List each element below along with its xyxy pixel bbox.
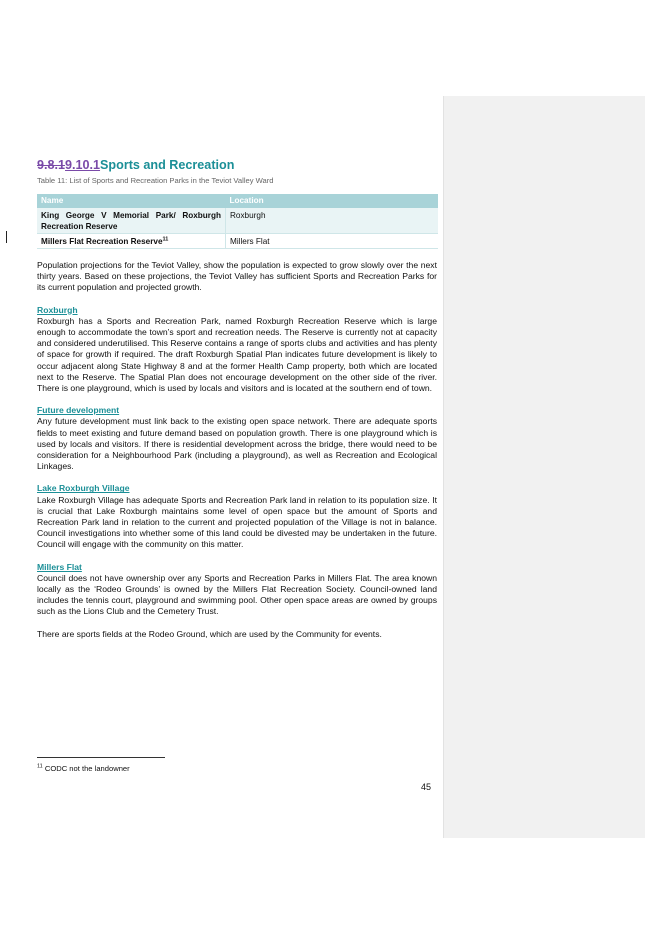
- section-body-millers-flat: Council does not have ownership over any Sports and Recreation Parks in Millers Flat. The area known locally as the ‘Rodeo Grounds’ is owned by the Millers Flat Recreation Society. Council-owned land includes the tennis court, playground and swimming pool. Other open space areas are owned by groups such as the Lions Club and the Cemetery Trust.: [37, 572, 437, 617]
- section-title-future-development: Future development: [37, 405, 120, 416]
- table-header-row: [37, 194, 438, 208]
- table-caption: Table 11: List of Sports and Recreation Parks in the Teviot Valley Ward: [37, 176, 274, 185]
- table-row: [37, 208, 438, 234]
- table-header-name: Name: [37, 194, 226, 208]
- table-header-location: Location: [226, 194, 439, 208]
- section-lake-roxburgh-village: [37, 483, 437, 550]
- page-number: 45: [421, 782, 432, 792]
- section-heading-title: Sports and Recreation: [100, 158, 235, 172]
- section-title-millers-flat: Millers Flat: [37, 561, 82, 572]
- footnote-number: 11: [37, 763, 43, 770]
- footnote-separator: [37, 757, 165, 758]
- table-cell-location: Roxburgh: [226, 208, 439, 234]
- footnote-reference[interactable]: 11: [162, 235, 169, 242]
- section-roxburgh: [37, 305, 437, 395]
- park-name: King George V Memorial Park/ Roxburgh Recreation Reserve: [41, 210, 221, 231]
- table-cell-location: Millers Flat: [226, 234, 439, 249]
- comment-pane: [443, 96, 645, 838]
- footnote: [37, 764, 130, 774]
- footnote-text: CODC not the landowner: [44, 764, 130, 773]
- table-cell-name: [37, 208, 226, 234]
- section-body-future-development: Any future development must link back to the existing open space network. There are adequate sports fields to meet existing and future demand based on population growth. There is one playground which is used by locals and visitors. If there is residential development across the bridge, there would need to be consideration for a Neighbourhood Park (including a playground), as well as Recreation and Ecological Linkages.: [37, 416, 437, 472]
- section-body-roxburgh: Roxburgh has a Sports and Recreation Park, named Roxburgh Recreation Reserve which is large enough to accommodate the town’s sport and recreation needs. The Reserve is currently not at capacity and considered underutilised. This Reserve contains a range of sports clubs and activities and has plenty of space for growth if required. The draft Roxburgh Spatial Plan indicates future development is likely to occur adjacent along State Highway 8 and at the former Health Camp property, both which are located next to the Reserve. The Spatial Plan does not encourage development on the other side of the river. There is one playground, which is used by locals and visitors and is located at the southern end of town.: [37, 315, 437, 394]
- section-title-roxburgh: Roxburgh: [37, 304, 78, 315]
- intro-paragraph: Population projections for the Teviot Valley, show the population is expected to grow slowly over the next thirty years. Based on these projections, the Teviot Valley has sufficient Sports and Recreation Parks for its current population and projected growth.: [37, 260, 437, 293]
- table-cell-name: [37, 234, 226, 249]
- table-row: [37, 234, 438, 249]
- park-name: Millers Flat Recreation Reserve: [41, 236, 163, 246]
- section-millers-flat: [37, 562, 437, 618]
- deleted-section-number: 9.8.1: [37, 158, 66, 172]
- section-title-lake-roxburgh-village: Lake Roxburgh Village: [37, 483, 130, 494]
- parks-table: [37, 194, 438, 249]
- section-heading: [37, 157, 437, 173]
- section-body-lake-roxburgh-village: Lake Roxburgh Village has adequate Sports and Recreation Park land in relation to its population size. It is crucial that Lake Roxburgh maintains some level of open space but the amount of Sports and Recreation Park land in relation to the current and projected population of the Village is not in balance. Council investigations into whether some of this land could be divested may be undertaken in the future. Council will engage with the community on this matter.: [37, 494, 437, 550]
- section-future-development: [37, 405, 437, 472]
- inserted-section-number: 9.10.1: [65, 158, 101, 172]
- revision-change-bar: [6, 231, 7, 243]
- closing-paragraph: There are sports fields at the Rodeo Ground, which are used by the Community for events.: [37, 628, 382, 639]
- page-content: [37, 157, 437, 640]
